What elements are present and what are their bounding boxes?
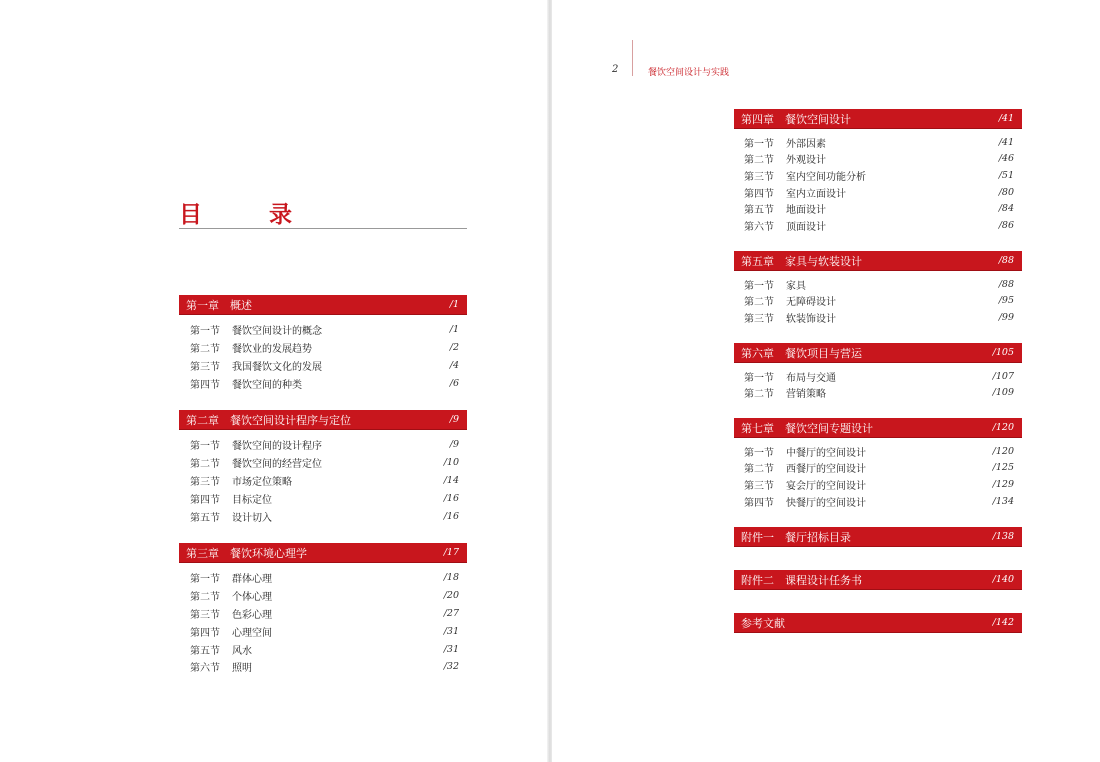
section-entry[interactable]: [744, 167, 1014, 184]
section-page: /99: [998, 311, 1014, 323]
chapter-title: 餐饮空间设计: [785, 112, 851, 126]
chapter-entry: [734, 570, 1022, 590]
section-number: 第一节: [190, 441, 220, 453]
chapter-title: 餐饮空间设计程序与定位: [230, 413, 351, 427]
section-number: 第一节: [744, 280, 774, 292]
chapter-entry: [179, 295, 467, 392]
section-entry[interactable]: [744, 368, 1014, 385]
section-entry[interactable]: [744, 293, 1014, 310]
section-entry[interactable]: [190, 357, 459, 375]
section-list: [179, 315, 467, 392]
chapter-heading[interactable]: [179, 543, 467, 563]
running-title: 餐饮空间设计与实践: [648, 68, 730, 78]
chapter-title: 餐饮空间专题设计: [785, 421, 873, 435]
section-title: 心理空间: [232, 627, 272, 639]
chapter-title: 概述: [230, 298, 252, 312]
section-list: [734, 271, 1022, 326]
section-entry[interactable]: [744, 134, 1014, 151]
section-entry[interactable]: [190, 472, 459, 490]
section-number: 第四节: [190, 379, 220, 391]
chapter-heading[interactable]: [734, 613, 1022, 633]
section-title: 设计切入: [232, 512, 272, 524]
section-number: 第二节: [744, 155, 774, 167]
section-title: 餐饮业的发展趋势: [232, 344, 312, 356]
section-entry[interactable]: [190, 605, 459, 623]
chapter-heading[interactable]: [734, 527, 1022, 547]
section-entry[interactable]: [190, 587, 459, 605]
section-title: 市场定位策略: [232, 476, 292, 488]
chapter-page: /120: [992, 422, 1014, 433]
chapter-entry: [734, 109, 1022, 234]
section-entry[interactable]: [744, 385, 1014, 402]
chapter-entry: [179, 543, 467, 676]
chapter-number: 第四章: [741, 112, 774, 126]
section-title: 西餐厅的空间设计: [786, 464, 866, 476]
section-title: 宴会厅的空间设计: [786, 480, 866, 492]
section-title: 中餐厅的空间设计: [786, 447, 866, 459]
section-number: 第四节: [744, 497, 774, 509]
section-title: 室内立面设计: [786, 188, 846, 200]
chapter-title: 餐厅招标目录: [785, 530, 851, 544]
section-title: 餐饮空间的种类: [232, 379, 302, 391]
section-page: /14: [443, 474, 459, 486]
section-title: 照明: [232, 663, 252, 675]
section-page: /134: [992, 495, 1014, 507]
section-page: /20: [443, 590, 459, 602]
section-page: /18: [443, 572, 459, 584]
section-entry[interactable]: [744, 309, 1014, 326]
section-title: 快餐厅的空间设计: [786, 497, 866, 509]
section-page: /41: [998, 136, 1014, 148]
chapter-page: /140: [992, 574, 1014, 585]
left-page: [0, 0, 548, 762]
section-title: 无障碍设计: [786, 297, 836, 309]
chapter-page: /88: [998, 255, 1014, 266]
section-entry[interactable]: [190, 489, 459, 507]
chapter-entry: [734, 527, 1022, 547]
chapter-entry: [734, 613, 1022, 633]
section-entry[interactable]: [190, 339, 459, 357]
chapter-page: /105: [992, 347, 1014, 358]
section-entry[interactable]: [744, 217, 1014, 234]
section-title: 外观设计: [786, 155, 826, 167]
chapter-number: 附件二: [741, 573, 774, 587]
section-title: 餐饮空间设计的概念: [232, 326, 322, 338]
section-number: 第四节: [744, 188, 774, 200]
section-title: 室内空间功能分析: [786, 171, 866, 183]
section-number: 第三节: [744, 480, 774, 492]
section-list: [734, 363, 1022, 401]
section-number: 第三节: [190, 361, 220, 373]
section-entry[interactable]: [190, 321, 459, 339]
chapter-page: /9: [449, 414, 459, 425]
section-number: 第六节: [190, 663, 220, 675]
section-title: 我国餐饮文化的发展: [232, 361, 322, 373]
chapter-number: 第七章: [741, 421, 774, 435]
section-list: [179, 430, 467, 525]
section-entry[interactable]: [190, 454, 459, 472]
section-page: /31: [443, 625, 459, 637]
section-number: 第三节: [744, 171, 774, 183]
chapter-entry: [734, 251, 1022, 326]
section-title: 家具: [786, 280, 806, 292]
section-title: 风水: [232, 645, 252, 657]
chapter-number: 参考文献: [741, 616, 785, 630]
section-page: /16: [443, 510, 459, 522]
section-number: 第六节: [744, 221, 774, 233]
section-number: 第三节: [190, 609, 220, 621]
section-page: /2: [449, 342, 459, 354]
section-page: /6: [449, 377, 459, 389]
chapter-heading[interactable]: [179, 295, 467, 315]
section-number: 第一节: [190, 574, 220, 586]
chapter-number: 第二章: [186, 413, 219, 427]
section-entry[interactable]: [744, 460, 1014, 477]
section-title: 餐饮空间的设计程序: [232, 441, 322, 453]
right-page: [552, 0, 1100, 762]
chapter-entry: [734, 418, 1022, 509]
section-number: 第二节: [190, 592, 220, 604]
section-title: 个体心理: [232, 592, 272, 604]
section-entry[interactable]: [190, 640, 459, 658]
section-page: /88: [998, 278, 1014, 290]
section-page: /125: [992, 462, 1014, 474]
section-page: /84: [998, 203, 1014, 215]
section-number: 第二节: [744, 389, 774, 401]
section-number: 第二节: [744, 464, 774, 476]
chapter-entry: [179, 410, 467, 525]
section-entry[interactable]: [744, 184, 1014, 201]
section-number: 第一节: [744, 372, 774, 384]
section-page: /32: [443, 661, 459, 673]
running-header: [552, 0, 1100, 90]
section-page: /16: [443, 492, 459, 504]
section-title: 餐饮空间的经营定位: [232, 459, 322, 471]
chapter-number: 第一章: [186, 298, 219, 312]
section-entry[interactable]: [190, 622, 459, 640]
chapter-entry: [734, 343, 1022, 401]
section-entry[interactable]: [190, 569, 459, 587]
chapter-title: 家具与软装设计: [785, 254, 862, 268]
section-entry[interactable]: [744, 493, 1014, 510]
chapter-number: 第五章: [741, 254, 774, 268]
section-list: [734, 129, 1022, 234]
section-page: /95: [998, 295, 1014, 307]
section-title: 地面设计: [786, 205, 826, 217]
section-number: 第四节: [190, 494, 220, 506]
section-list: [734, 438, 1022, 509]
section-title: 营销策略: [786, 389, 826, 401]
page-number: 2: [612, 64, 619, 75]
chapter-page: /1: [449, 299, 459, 310]
section-number: 第二节: [744, 297, 774, 309]
section-entry[interactable]: [190, 507, 459, 525]
chapter-number: 第三章: [186, 546, 219, 560]
header-rule: [632, 40, 633, 76]
section-entry[interactable]: [744, 200, 1014, 217]
section-number: 第三节: [190, 476, 220, 488]
section-entry[interactable]: [744, 443, 1014, 460]
section-number: 第一节: [190, 326, 220, 338]
chapter-title: 课程设计任务书: [785, 573, 862, 587]
chapter-title: 餐饮项目与营运: [785, 346, 862, 360]
section-list: [179, 563, 467, 676]
section-page: /120: [992, 445, 1014, 457]
chapter-heading[interactable]: [734, 251, 1022, 271]
section-entry[interactable]: [190, 658, 459, 676]
section-title: 软装饰设计: [786, 313, 836, 325]
section-number: 第一节: [744, 138, 774, 150]
title-rule: [179, 228, 467, 229]
section-page: /1: [449, 324, 459, 336]
section-number: 第四节: [190, 627, 220, 639]
section-number: 第五节: [190, 645, 220, 657]
chapter-page: /138: [992, 531, 1014, 542]
chapter-number: 附件一: [741, 530, 774, 544]
section-number: 第三节: [744, 313, 774, 325]
section-number: 第五节: [744, 205, 774, 217]
section-page: /4: [449, 359, 459, 371]
section-page: /31: [443, 643, 459, 655]
section-title: 顶面设计: [786, 221, 826, 233]
section-number: 第一节: [744, 447, 774, 459]
section-page: /80: [998, 186, 1014, 198]
section-page: /27: [443, 607, 459, 619]
section-title: 群体心理: [232, 574, 272, 586]
toc-title: 目 录: [179, 201, 314, 228]
section-page: /10: [443, 457, 459, 469]
chapter-heading[interactable]: [734, 418, 1022, 438]
chapter-heading[interactable]: [734, 570, 1022, 590]
section-page: /129: [992, 478, 1014, 490]
section-page: /109: [992, 387, 1014, 399]
section-page: /86: [998, 219, 1014, 231]
chapter-heading[interactable]: [179, 410, 467, 430]
section-entry[interactable]: [190, 436, 459, 454]
section-page: /46: [998, 153, 1014, 165]
section-entry[interactable]: [744, 276, 1014, 293]
section-number: 第五节: [190, 512, 220, 524]
chapter-number: 第六章: [741, 346, 774, 360]
section-title: 外部因素: [786, 138, 826, 150]
chapter-heading[interactable]: [734, 109, 1022, 129]
section-page: /51: [998, 169, 1014, 181]
chapter-title: 餐饮环境心理学: [230, 546, 307, 560]
chapter-page: /41: [998, 113, 1014, 124]
section-entry[interactable]: [744, 476, 1014, 493]
chapter-page: /17: [443, 547, 459, 558]
section-title: 色彩心理: [232, 609, 272, 621]
section-title: 布局与交通: [786, 372, 836, 384]
chapter-page: /142: [992, 617, 1014, 628]
section-title: 目标定位: [232, 494, 272, 506]
section-number: 第二节: [190, 459, 220, 471]
section-entry[interactable]: [190, 374, 459, 392]
chapter-heading[interactable]: [734, 343, 1022, 363]
section-entry[interactable]: [744, 151, 1014, 168]
section-page: /107: [992, 370, 1014, 382]
section-page: /9: [449, 439, 459, 451]
section-number: 第二节: [190, 344, 220, 356]
